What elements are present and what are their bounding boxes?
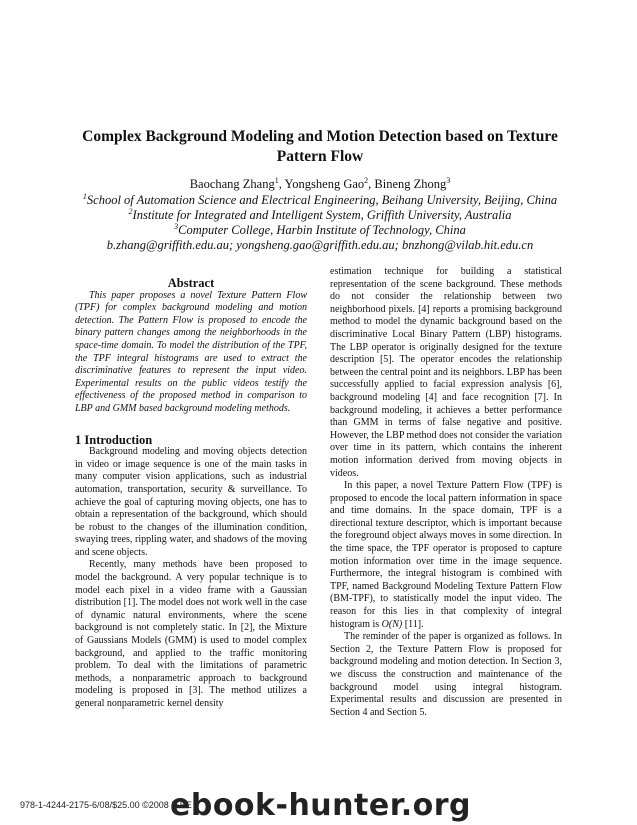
left-column (75, 277, 307, 711)
paragraph (330, 480, 562, 631)
abstract-text: This paper proposes a novel Texture Pattern Flow (TPF) for complex background modeling and motion detection. The Pattern Flow is proposed to encode the binary pattern changes among the neighborhoods in the space-time domain. To model the distribution of the TPF, the TPF integral histograms are used to extract the discriminative features to represent the input video. Experimental results on the public videos testify the effectiveness of the proposed method in comparison to LBP and GMM based background modeling methods. (75, 289, 307, 414)
abstract-heading: Abstract (167, 276, 215, 290)
affiliation-sup: 2 (128, 206, 133, 216)
author-name: Baochang Zhang (189, 177, 275, 191)
affiliation-text: Institute for Integrated and Intelligent System, Griffith University, Australia (132, 208, 512, 222)
right-column (330, 266, 562, 719)
isbn-footer: 978-1-4244-2175-6/08/$25.00 ©2008 IEEE (20, 800, 192, 810)
author-sup: 1 (274, 175, 279, 185)
paragraph: The reminder of the paper is organized as follows. In Section 2, the Texture Pattern Flow is proposed for background modeling and motion detection. In Section 3, we discuss the construction and maintenance of the background model using integral histogram. Experimental results and discussion are presented in Section 4 and Section 5. (330, 631, 562, 718)
affiliation-sup: 3 (174, 221, 179, 231)
author-sup: 2 (364, 175, 369, 185)
author-separator: , (368, 177, 375, 191)
paragraph: Recently, many methods have been proposed to model the background. A very popular technique is to model each pixel in a video frame with a Gaussian distribution [1]. The model does not work well in the case of dynamic natural environments, where the scene background is not completely static. In [2], the Mixture of Gaussians Models (GMM) is used to model complex background, and applied to the traffic monitoring problem. To deal with the limitations of parametric methods, a nonparametric approach to background modeling is proposed in [3]. The method utilizes a general nonparametric kernel density (75, 559, 307, 709)
affiliation-1 (20, 192, 620, 208)
email-line: b.zhang@griffith.edu.au; yongsheng.gao@griffith.edu.au; bnzhong@vilab.hit.edu.cn (106, 238, 534, 252)
abstract (75, 290, 307, 416)
paragraph-text: In this paper, a novel Texture Pattern Flow (TPF) is proposed to encode the local pattern information in space and time domains. In the space domain, TPF is a directional texture descriptor, which is important because the foreground object always moves in some direction. In the time space, the TPF operator is proposed to capture motion information over time in the image sequence. Furthermore, the integral histogram is combined with TPF, named Background Modeling Texture Pattern Flow (BM-TPF), to statistically model the input video. The reason for this lies in that complexity of integral histogram is (330, 480, 562, 630)
affiliation-3 (20, 222, 620, 238)
affiliation-text: Computer College, Harbin Institute of Technology, China (178, 223, 466, 237)
affiliation-2 (20, 207, 620, 223)
paragraph-text: [11]. (402, 618, 424, 630)
author-name: Yongsheng Gao (284, 177, 365, 191)
complexity-math: O(N) (381, 618, 403, 630)
watermark: ebook-hunter.org (170, 788, 471, 823)
paragraph: estimation technique for building a statistical representation of the scene background. These methods do not consider the relationship between two neighborhood pixels. [4] reports a promising background method to model the dynamic background based on the discriminative Local Binary Pattern (LBP) histograms. The LBP operator is originally designed for the texture description [5]. The operator encodes the relationship between the central point and its neighbors. LBP has been successfully applied to facial expression analysis [6], background modeling [4] and face recognition [7]. In background modeling, it achieves a better performance than GMM in terms of false negative and positive. However, the LBP method does not consider the variation over time in its pattern, which contains the inherent motion information derived from moving objects in videos. (330, 266, 562, 479)
author-separator: , (278, 177, 285, 191)
author-name: Bineng Zhong (374, 177, 447, 191)
author-sup: 3 (446, 175, 451, 185)
affiliation-sup: 1 (82, 191, 87, 201)
author-line (40, 176, 600, 192)
paper-title: Complex Background Modeling and Motion Detection based on Texture Pattern Flow (82, 128, 558, 165)
paragraph: Background modeling and moving objects detection in video or image sequence is one of the main tasks in many computer vision applications, such as industrial automation, transportation, security & surveillance. To achieve the goal of capturing moving objects, one has to obtain a representation of the background, which should be robust to the changes of the illumination condition, swaying trees, rippling water, and shadows of the moving and scene objects. (75, 446, 307, 558)
section-heading: 1 Introduction (75, 432, 153, 447)
affiliation-text: School of Automation Science and Electrical Engineering, Beihang University, Beijing, China (86, 193, 558, 207)
